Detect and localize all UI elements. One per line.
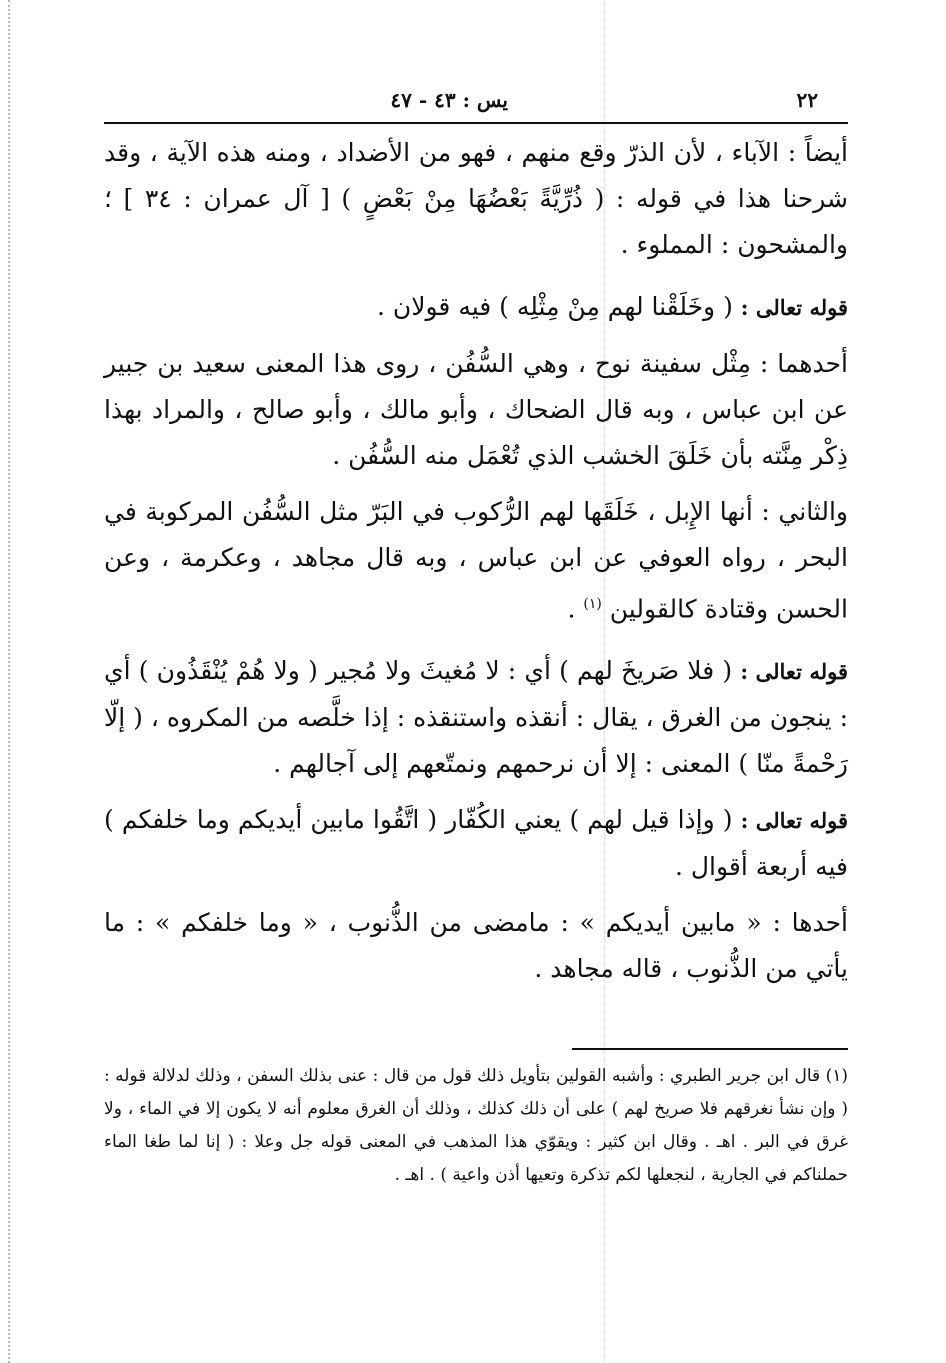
paragraph bbox=[104, 489, 848, 632]
paragraph-lead: قوله تعالى : bbox=[740, 659, 849, 685]
page-header bbox=[104, 82, 848, 118]
paragraph-text: ( وإذا قيل لهم ) يعني الكُفّار ( اتَّقُوا مابين أيديكم وما خلفكم ) فيه أربعة أقوال . bbox=[104, 805, 848, 882]
paragraph bbox=[104, 284, 848, 331]
footnote bbox=[104, 1060, 848, 1192]
paragraph-text: أحدها : « مابين أيديكم » : مامضى من الذُّنوب ، « وما خلفكم » : ما يأتي من الذُّنوب ، قاله مجاهد . bbox=[104, 908, 848, 984]
paragraph bbox=[104, 648, 848, 787]
header-rule bbox=[104, 122, 848, 124]
paragraph-tail: . bbox=[567, 594, 576, 624]
footnote-rule bbox=[572, 1048, 848, 1050]
paragraph-text: ( فلا صَريخَ لهم ) أي : لا مُغيثَ ولا مُجير ( ولا هُمْ يُنْقَذُون ) أي : ينجون من الغرق ، يقال : أنقذه واستنقذه : إذا خلَّصه من المكروه ، ( إلّا رَحْمةً منّا ) المعنى : إلا أن نرحمهم ونمتّعهم إلى آجالهم . bbox=[104, 656, 848, 779]
main-text bbox=[104, 130, 848, 1002]
footnote-marker: (١) bbox=[583, 596, 602, 612]
paragraph bbox=[104, 900, 848, 992]
paragraph-text: أحدهما : مِثْل سفينة نوح ، وهي السُّفُن ، روى هذا المعنى سعيد بن جبير عن ابن عباس ، وبه قال الضحاك ، وأبو مالك ، وأبو صالح ، والمراد بهذا ذِكْر مِنَّته بأن خَلَقَ الخشب الذي تُعْمَل منه السُّفُن . bbox=[104, 349, 848, 470]
paragraph-text: ( وخَلَقْنا لهم مِنْ مِثْلِه ) فيه قولان . bbox=[377, 292, 733, 321]
paragraph-text: والثاني : أنها الإِبل ، خَلَقَها لهم الرُّكوب في البَرّ مثل السُّفُن المركوبة في البحر ، رواه العوفي عن ابن عباس ، وبه قال مجاهد ، وعكرمة ، وعن الحسن وقتادة كالقولين bbox=[104, 497, 848, 624]
footnote-text: (١) قال ابن جرير الطبري : وأشبه القولين بتأويل ذلك قول من قال : عنى بذلك السفن ، وذلك لدلالة قوله : ( وإن نشأ نغرقهم فلا صريخ لهم ) على أن ذلك كذلك ، وذلك أن الغرق معلوم أنه لا يكون إلا في الماء ، ولا غرق في البر . اهـ . وقال ابن كثير : ويقوّي هذا المذهب في المعنى قوله جل وعلا : ( إنا لما طغا الماء حملناكم في الجارية ، لنجعلها لكم تذكرة وتعيها أذن واعية ) . اهـ . bbox=[104, 1066, 848, 1185]
paragraph-lead: قوله تعالى : bbox=[740, 808, 848, 834]
paragraph-lead: قوله تعالى : bbox=[740, 295, 848, 320]
scan-edge-left bbox=[8, 0, 10, 1363]
paragraph bbox=[104, 130, 848, 268]
paragraph bbox=[104, 797, 848, 890]
page-number: ٢٢ bbox=[796, 88, 818, 112]
paragraph bbox=[104, 341, 848, 479]
paragraph-text: أيضاً : الآباء ، لأن الذرّ وقع منهم ، فهو من الأضداد ، ومنه هذه الآية ، وقد شرحنا هذا في قوله : ( ذُرِّيَّةً بَعْضُهَا مِنْ بَعْضٍ ) [ آل عمران : ٣٤ ] ؛ والمشحون : المملوء . bbox=[104, 138, 848, 259]
running-title: يس : ٤٣ - ٤٧ bbox=[390, 88, 508, 112]
